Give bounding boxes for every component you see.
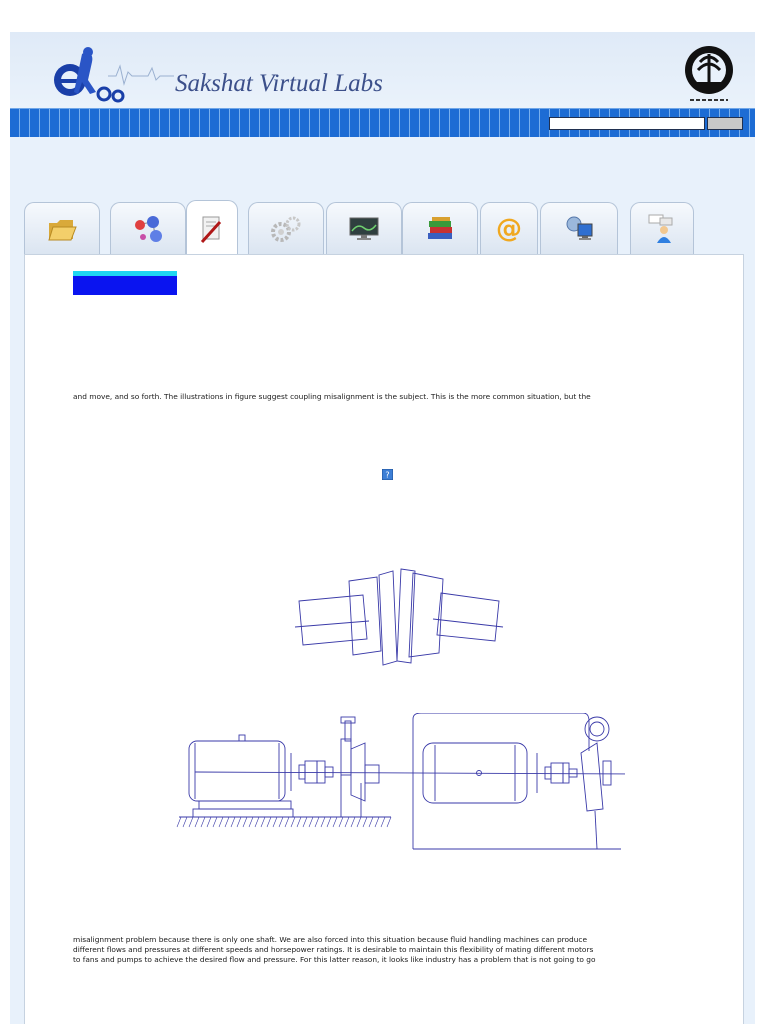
edit-document-icon xyxy=(199,214,225,244)
tab-edit-document[interactable] xyxy=(186,200,238,256)
navigation-bar xyxy=(10,108,755,137)
tab-gears[interactable] xyxy=(248,202,324,254)
page xyxy=(10,32,755,1024)
institute-emblem xyxy=(678,40,740,110)
tab-folder[interactable] xyxy=(24,202,100,254)
svg-text:?: ? xyxy=(385,470,390,480)
books-icon xyxy=(424,215,456,243)
paragraph-line: to fans and pumps to achieve the desired flow and pressure. For this latter reason, it looks like industry has a problem that is not going to go xyxy=(73,955,596,965)
coupling-misalignment-figure xyxy=(285,567,505,669)
tab-monitor[interactable] xyxy=(326,202,402,254)
site-header xyxy=(10,32,755,108)
tab-books[interactable] xyxy=(402,202,478,254)
tab-email[interactable] xyxy=(480,202,538,254)
site-title: Sakshat Virtual Labs xyxy=(175,70,383,97)
folder-icon xyxy=(47,215,77,243)
section-heading-bar xyxy=(73,271,177,295)
user-chat-icon xyxy=(647,213,677,245)
tab-network[interactable] xyxy=(540,202,618,254)
network-computer-icon xyxy=(562,214,596,244)
search-button[interactable] xyxy=(707,117,743,130)
tab-user-chat[interactable] xyxy=(630,202,694,254)
motor-pump-alignment-figure xyxy=(165,713,625,853)
gears-icon xyxy=(269,214,303,244)
paragraph-line: misalignment problem because there is only one shaft. We are also forced into this situation because fluid handling machines can produce xyxy=(73,935,588,944)
content-panel xyxy=(24,254,744,1024)
svg-text:@: @ xyxy=(496,213,522,244)
paragraph-intro: and move, and so forth. The illustrations in figure suggest coupling misalignment is the subject. This is the more common situation, but the xyxy=(73,392,591,401)
email-at-icon xyxy=(494,214,524,244)
paragraph-conclusion xyxy=(73,935,733,966)
search-input[interactable] xyxy=(549,117,705,130)
molecules-icon xyxy=(131,214,165,244)
help-icon[interactable] xyxy=(382,469,393,480)
paragraph-line: different flows and pressures at different speeds and horsepower ratings. It is desirable to maintain this flexibility of mating different motors xyxy=(73,945,594,955)
e-learning-logo[interactable] xyxy=(48,46,188,106)
monitor-icon xyxy=(348,215,380,243)
tab-bar xyxy=(10,200,755,256)
tab-molecules[interactable] xyxy=(110,202,186,254)
